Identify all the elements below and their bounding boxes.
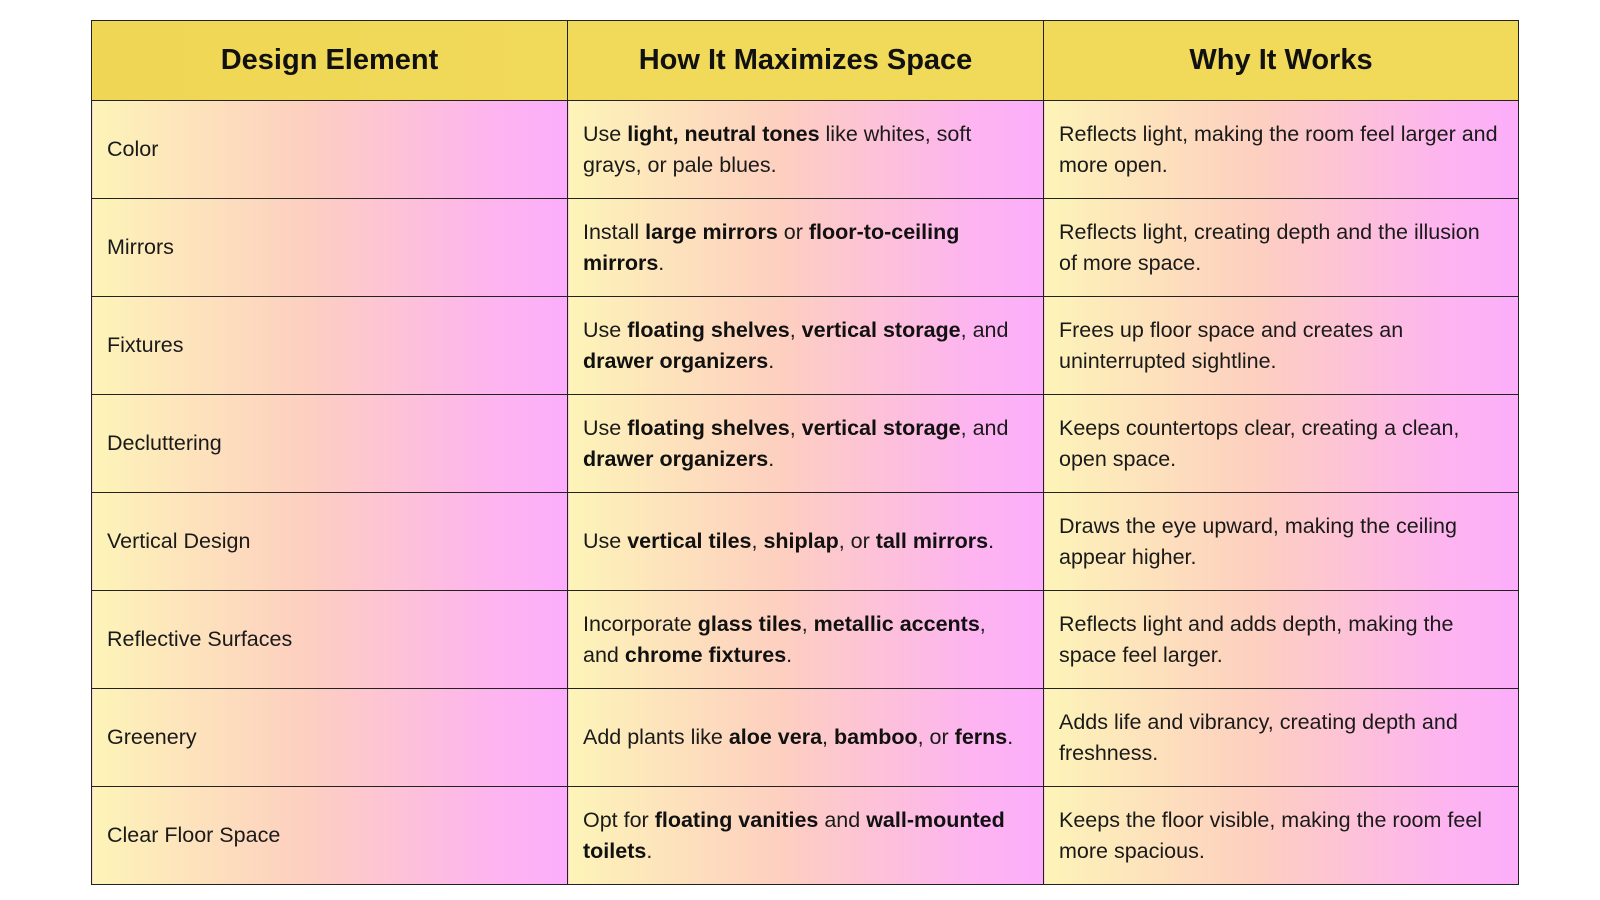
emphasis-text: floor-to-ceiling mirrors bbox=[583, 219, 960, 275]
header-row bbox=[92, 21, 1519, 101]
cell-design-element: Color bbox=[92, 101, 568, 199]
plain-text: like whites, soft grays, or pale blues. bbox=[583, 121, 972, 177]
emphasis-text: vertical storage bbox=[801, 415, 961, 440]
table-row bbox=[92, 395, 1519, 493]
cell-why-it-works: Adds life and vibrancy, creating depth and freshness. bbox=[1044, 689, 1519, 787]
plain-text: or bbox=[777, 219, 809, 244]
design-table-container bbox=[91, 20, 1518, 885]
emphasis-text: vertical tiles bbox=[627, 529, 752, 553]
cell-design-element: Greenery bbox=[92, 689, 568, 787]
table-row bbox=[92, 689, 1519, 787]
plain-text: and bbox=[818, 807, 867, 832]
cell-design-element: Clear Floor Space bbox=[92, 787, 568, 885]
emphasis-text: chrome fixtures bbox=[624, 642, 787, 667]
plain-text: . bbox=[768, 348, 775, 373]
table-header bbox=[92, 21, 1519, 101]
emphasis-text: wall-mounted toilets bbox=[583, 807, 1005, 863]
plain-text: Use bbox=[583, 317, 628, 342]
emphasis-text: floating shelves bbox=[627, 317, 790, 342]
cell-why-it-works: Reflects light and adds depth, making the space feel larger. bbox=[1044, 591, 1519, 689]
cell-design-element: Decluttering bbox=[92, 395, 568, 493]
emphasis-text: drawer organizers bbox=[583, 446, 769, 471]
plain-text: . bbox=[786, 642, 793, 667]
plain-text: . bbox=[658, 250, 665, 275]
emphasis-text: shiplap bbox=[763, 529, 839, 553]
plain-text: , bbox=[789, 317, 802, 342]
emphasis-text: light, neutral tones bbox=[627, 121, 820, 146]
plain-text: Add plants like bbox=[583, 725, 729, 749]
cell-why-it-works: Draws the eye upward, making the ceiling appear higher. bbox=[1044, 493, 1519, 591]
cell-how-it-maximizes-space bbox=[568, 297, 1044, 395]
design-table bbox=[91, 20, 1519, 885]
cell-design-element: Mirrors bbox=[92, 199, 568, 297]
emphasis-text: vertical storage bbox=[801, 317, 961, 342]
cell-how-it-maximizes-space bbox=[568, 689, 1044, 787]
emphasis-text: large mirrors bbox=[645, 219, 778, 244]
plain-text: Use bbox=[583, 415, 628, 440]
cell-why-it-works: Keeps the floor visible, making the room feel more spacious. bbox=[1044, 787, 1519, 885]
cell-why-it-works: Frees up floor space and creates an uninterrupted sightline. bbox=[1044, 297, 1519, 395]
cell-why-it-works: Reflects light, making the room feel larger and more open. bbox=[1044, 101, 1519, 199]
plain-text: , and bbox=[583, 611, 986, 667]
cell-how-it-maximizes-space bbox=[568, 493, 1044, 591]
plain-text: , and bbox=[960, 317, 1009, 342]
header-design-element: Design Element bbox=[92, 21, 568, 101]
table-row bbox=[92, 297, 1519, 395]
plain-text: Use bbox=[583, 529, 628, 553]
plain-text: Use bbox=[583, 121, 628, 146]
plain-text: . bbox=[988, 529, 995, 553]
table-row bbox=[92, 199, 1519, 297]
plain-text: . bbox=[646, 838, 653, 863]
plain-text: , bbox=[801, 611, 814, 636]
cell-how-it-maximizes-space bbox=[568, 591, 1044, 689]
header-how-it-maximizes-space: How It Maximizes Space bbox=[568, 21, 1044, 101]
emphasis-text: floating shelves bbox=[627, 415, 790, 440]
plain-text: Incorporate bbox=[583, 611, 698, 636]
plain-text: Opt for bbox=[583, 807, 655, 832]
cell-design-element: Vertical Design bbox=[92, 493, 568, 591]
cell-why-it-works: Reflects light, creating depth and the illusion of more space. bbox=[1044, 199, 1519, 297]
emphasis-text: drawer organizers bbox=[583, 348, 769, 373]
emphasis-text: ferns bbox=[954, 725, 1008, 749]
emphasis-text: metallic accents bbox=[813, 611, 980, 636]
plain-text: Install bbox=[583, 219, 646, 244]
table-row bbox=[92, 493, 1519, 591]
plain-text: , and bbox=[960, 415, 1009, 440]
cell-design-element: Fixtures bbox=[92, 297, 568, 395]
cell-design-element: Reflective Surfaces bbox=[92, 591, 568, 689]
plain-text: , or bbox=[917, 725, 955, 749]
plain-text: , bbox=[751, 529, 764, 553]
cell-how-it-maximizes-space bbox=[568, 101, 1044, 199]
plain-text: . bbox=[1007, 725, 1014, 749]
cell-how-it-maximizes-space bbox=[568, 787, 1044, 885]
table-body bbox=[92, 101, 1519, 885]
plain-text: . bbox=[768, 446, 775, 471]
table-row bbox=[92, 787, 1519, 885]
cell-how-it-maximizes-space bbox=[568, 395, 1044, 493]
table-row bbox=[92, 101, 1519, 199]
emphasis-text: floating vanities bbox=[654, 807, 819, 832]
emphasis-text: aloe vera bbox=[728, 725, 823, 749]
cell-why-it-works: Keeps countertops clear, creating a clean, open space. bbox=[1044, 395, 1519, 493]
plain-text: , bbox=[789, 415, 802, 440]
table-row bbox=[92, 591, 1519, 689]
emphasis-text: bamboo bbox=[834, 725, 918, 749]
emphasis-text: glass tiles bbox=[697, 611, 802, 636]
emphasis-text: tall mirrors bbox=[875, 529, 989, 553]
header-why-it-works: Why It Works bbox=[1044, 21, 1519, 101]
plain-text: , or bbox=[838, 529, 876, 553]
cell-how-it-maximizes-space bbox=[568, 199, 1044, 297]
plain-text: , bbox=[822, 725, 834, 749]
